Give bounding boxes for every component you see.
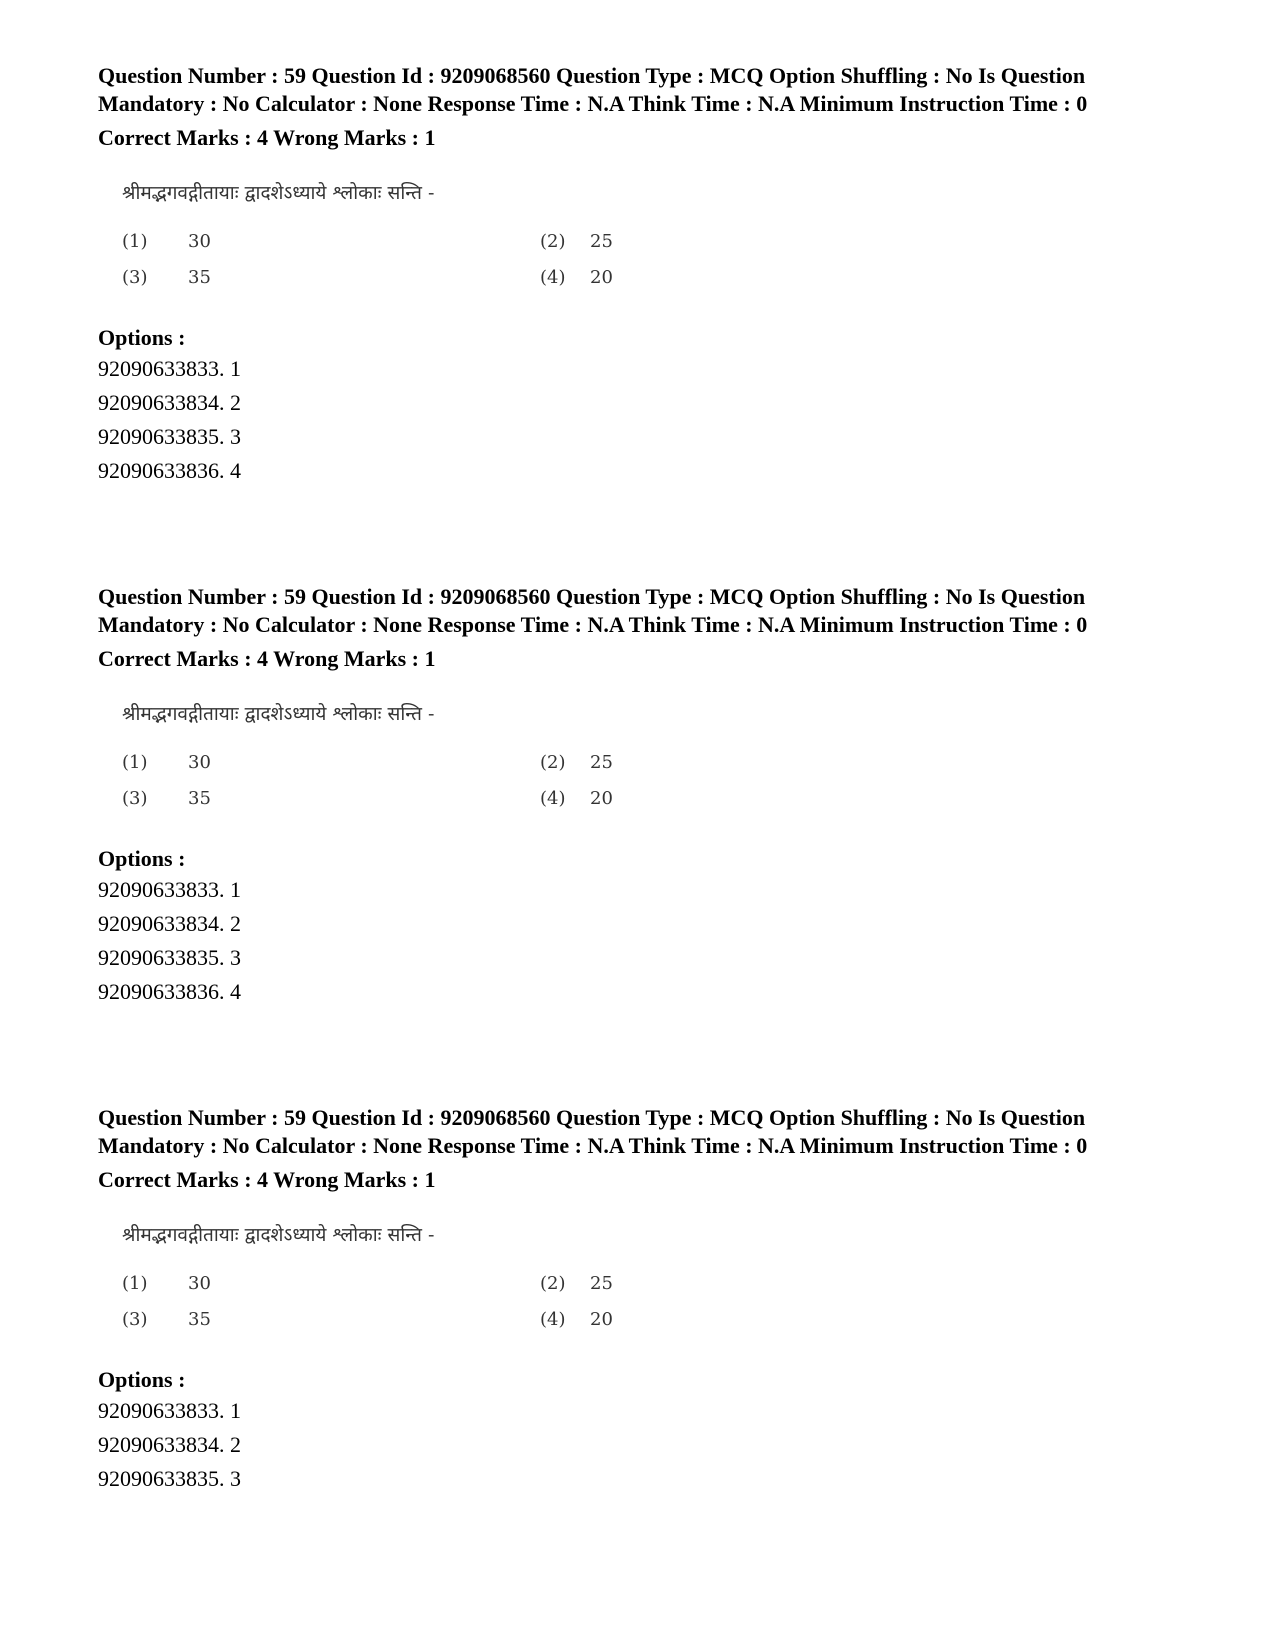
question-block-2 (98, 583, 1178, 1009)
option-item: 92090633833. 1 (98, 1398, 241, 1423)
choice-number: (3) (122, 788, 148, 809)
options-list (98, 1394, 1178, 1496)
choice-3 (122, 1308, 211, 1332)
choice-value: 30 (188, 752, 211, 773)
option-item: 92090633836. 4 (98, 458, 241, 483)
choice-number: (3) (122, 1309, 148, 1330)
question-meta: Question Number : 59 Question Id : 9209068560 Question Type : MCQ Option Shuffling : No Is Question Mandatory : No Calculator : None Response Time : N.A Think Time : N.A Minimum Instruction Time : 0 (98, 63, 1088, 116)
choice-number: (2) (540, 1273, 566, 1294)
question-meta: Question Number : 59 Question Id : 9209068560 Question Type : MCQ Option Shuffling : No Is Question Mandatory : No Calculator : None Response Time : N.A Think Time : N.A Minimum Instruction Time : 0 (98, 584, 1088, 637)
choice-number: (4) (540, 267, 566, 288)
option-item: 92090633835. 3 (98, 1466, 241, 1491)
choice-value: 35 (188, 788, 211, 809)
choice-number: (4) (540, 788, 566, 809)
question-text: श्रीमद्भगवद्गीतायाः द्वादशेऽध्याये श्लोकाः सन्ति - (122, 182, 435, 204)
option-item: 92090633835. 3 (98, 424, 241, 449)
choice-4 (540, 1308, 613, 1332)
question-marks: Correct Marks : 4 Wrong Marks : 1 (98, 125, 436, 150)
choice-value: 25 (590, 231, 613, 252)
option-item: 92090633833. 1 (98, 877, 241, 902)
options-heading: Options : (98, 325, 186, 350)
choice-number: (1) (122, 231, 148, 252)
question-body (98, 693, 658, 823)
options-list (98, 352, 1178, 488)
choice-value: 25 (590, 1273, 613, 1294)
choice-1 (122, 751, 211, 775)
choice-4 (540, 787, 613, 811)
choice-2 (540, 230, 613, 254)
choice-3 (122, 266, 211, 290)
choice-4 (540, 266, 613, 290)
choice-value: 30 (188, 1273, 211, 1294)
choice-3 (122, 787, 211, 811)
choice-value: 35 (188, 267, 211, 288)
choice-1 (122, 1272, 211, 1296)
choice-value: 20 (590, 788, 613, 809)
choice-number: (1) (122, 1273, 148, 1294)
option-item: 92090633836. 4 (98, 979, 241, 1004)
choice-1 (122, 230, 211, 254)
choice-number: (2) (540, 752, 566, 773)
choice-number: (4) (540, 1309, 566, 1330)
option-item: 92090633834. 2 (98, 390, 241, 415)
question-text: श्रीमद्भगवद्गीतायाः द्वादशेऽध्याये श्लोकाः सन्ति - (122, 703, 435, 725)
question-text: श्रीमद्भगवद्गीतायाः द्वादशेऽध्याये श्लोकाः सन्ति - (122, 1224, 435, 1246)
question-body (98, 1214, 658, 1344)
choice-2 (540, 1272, 613, 1296)
option-item: 92090633835. 3 (98, 945, 241, 970)
question-block-3 (98, 1104, 1178, 1496)
option-item: 92090633833. 1 (98, 356, 241, 381)
choice-2 (540, 751, 613, 775)
question-block-1 (98, 62, 1178, 488)
question-meta: Question Number : 59 Question Id : 9209068560 Question Type : MCQ Option Shuffling : No Is Question Mandatory : No Calculator : None Response Time : N.A Think Time : N.A Minimum Instruction Time : 0 (98, 1105, 1088, 1158)
option-item: 92090633834. 2 (98, 1432, 241, 1457)
question-body (98, 172, 658, 302)
options-list (98, 873, 1178, 1009)
choice-value: 20 (590, 267, 613, 288)
choice-value: 20 (590, 1309, 613, 1330)
choice-number: (2) (540, 231, 566, 252)
choice-value: 25 (590, 752, 613, 773)
choice-value: 35 (188, 1309, 211, 1330)
option-item: 92090633834. 2 (98, 911, 241, 936)
choice-number: (3) (122, 267, 148, 288)
question-marks: Correct Marks : 4 Wrong Marks : 1 (98, 646, 436, 671)
options-heading: Options : (98, 1367, 186, 1392)
question-marks: Correct Marks : 4 Wrong Marks : 1 (98, 1167, 436, 1192)
options-heading: Options : (98, 846, 186, 871)
choice-number: (1) (122, 752, 148, 773)
choice-value: 30 (188, 231, 211, 252)
